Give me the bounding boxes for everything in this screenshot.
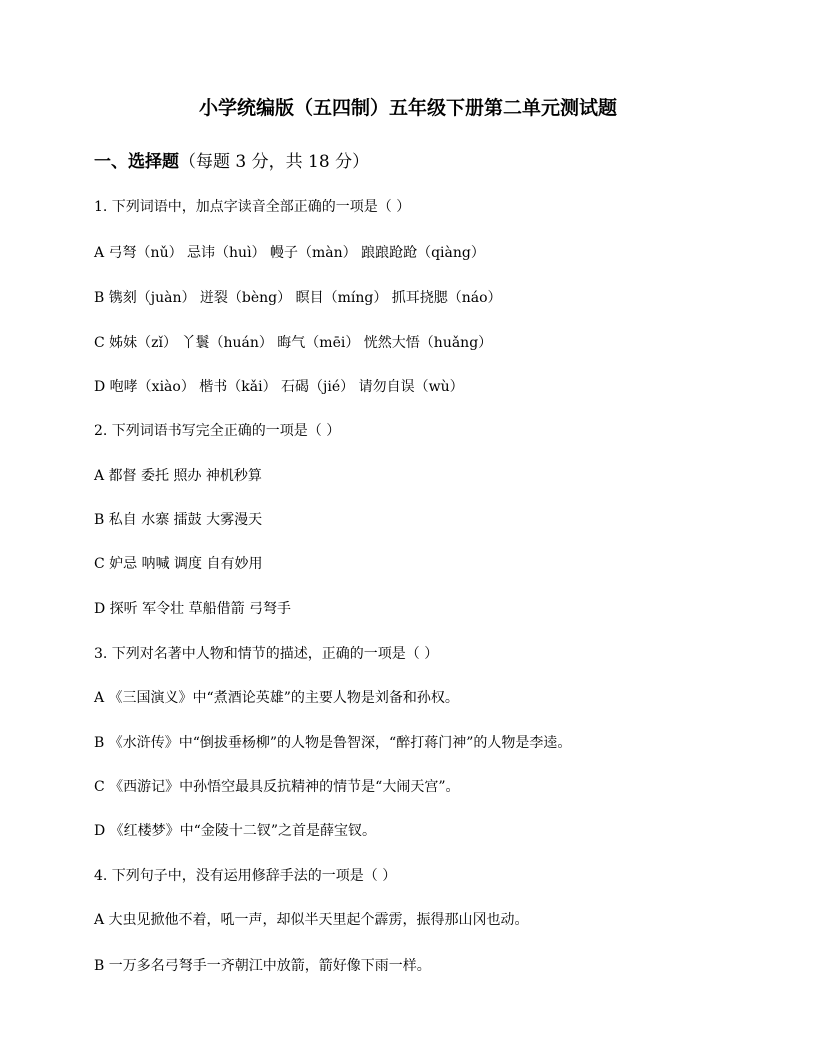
question-3-option-c: C 《西游记》中孙悟空最具反抗精神的情节是“大闹天宫”。 — [94, 779, 460, 795]
question-1-option-c: C 姊妹（zǐ） 丫鬟（huán） 晦气（mēi） 恍然大悟（huǎng） — [94, 335, 493, 351]
document-title: 小学统编版（五四制）五年级下册第二单元测试题 — [198, 97, 617, 119]
question-3-stem: 3. 下列对名著中人物和情节的描述，正确的一项是（ ） — [94, 646, 439, 662]
question-2-option-a: A 都督 委托 照办 神机秒算 — [94, 468, 262, 484]
question-1-stem: 1. 下列词语中，加点字读音全部正确的一项是（ ） — [94, 199, 411, 215]
question-1-option-d: D 咆哮（xiào） 楷书（kǎi） 石碣（jié） 请勿自误（wù） — [94, 379, 464, 395]
question-3-option-d: D 《红楼梦》中“金陵十二钗”之首是薛宝钗。 — [94, 823, 376, 839]
question-3-option-a: A 《三国演义》中“煮酒论英雄”的主要人物是刘备和孙权。 — [94, 690, 459, 706]
question-4-option-b: B 一万多名弓弩手一齐朝江中放箭，箭好像下雨一样。 — [94, 958, 431, 974]
question-3-option-b: B 《水浒传》中“倒拔垂杨柳”的人物是鲁智深，“醉打蒋门神”的人物是李逵。 — [94, 735, 572, 751]
question-1-option-a: A 弓弩（nǔ） 忌讳（huì） 幔子（màn） 踉踉跄跄（qiàng） — [94, 245, 485, 261]
question-2-option-d: D 探听 军令壮 草船借箭 弓弩手 — [94, 601, 292, 617]
section-score-note: （每题 3 分，共 18 分） — [179, 152, 370, 172]
section-heading — [94, 148, 369, 176]
question-2-stem: 2. 下列词语书写完全正确的一项是（ ） — [94, 423, 341, 439]
question-4-option-a: A 大虫见掀他不着，吼一声，却似半天里起个霹雳，振得那山冈也动。 — [94, 912, 529, 928]
question-1-option-b: B 镌刻（juàn） 迸裂（bèng） 瞑目（míng） 抓耳挠腮（náo） — [94, 290, 502, 306]
section-heading-label: 一、选择题 — [94, 152, 179, 172]
question-4-stem: 4. 下列句子中，没有运用修辞手法的一项是（ ） — [94, 868, 397, 884]
question-2-option-c: C 妒忌 呐喊 调度 自有妙用 — [94, 556, 263, 572]
question-2-option-b: B 私自 水寨 擂鼓 大雾漫天 — [94, 512, 263, 528]
